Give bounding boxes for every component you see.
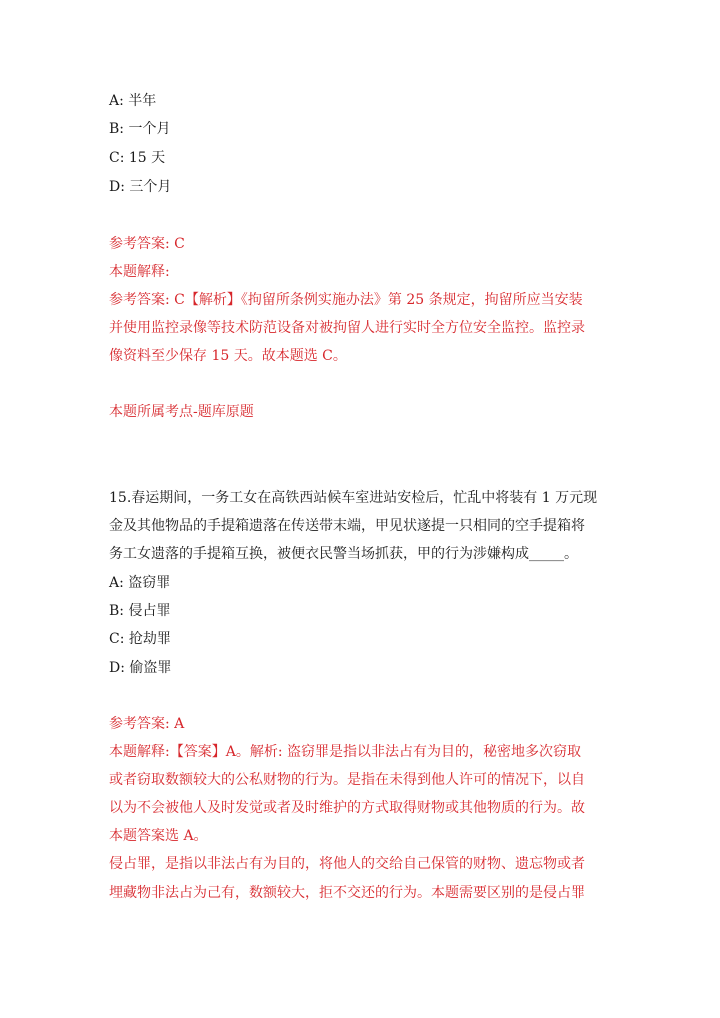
q15-stem-line: 金及其他物品的手提箱遗落在传送带末端，甲见状遂提一只相同的空手提箱将 [109, 518, 585, 534]
q15-option-a: A: 盗窃罪 [109, 575, 171, 591]
q15-answer: 参考答案: A [109, 716, 185, 732]
q15-stem-line: 15.春运期间，一务工女在高铁西站候车室进站安检后，忙乱中将装有 1 万元现 [109, 490, 598, 506]
q15-option-d: D: 偷盗罪 [109, 660, 172, 676]
q15-explanation-line: 本题答案选 A。 [109, 828, 208, 844]
q14-option-a: A: 半年 [109, 93, 157, 109]
q14-topic: 本题所属考点-题库原题 [109, 404, 254, 420]
q15-explanation-line: 本题解释:【答案】A。解析: 盗窃罪是指以非法占有为目的，秘密地多次窃取 [109, 744, 581, 760]
q15-explanation-line: 或者窃取数额较大的公私财物的行为。是指在未得到他人许可的情况下，以自 [109, 772, 585, 788]
q15-explanation-line: 以为不会被他人及时发觉或者及时维护的方式取得财物或其他物质的行为。故 [109, 800, 585, 816]
q15-stem-line: 务工女遗落的手提箱互换，被便衣民警当场抓获，甲的行为涉嫌构成_____。 [109, 546, 578, 562]
q15-explanation-line: 埋藏物非法占为己有，数额较大，拒不交还的行为。本题需要区别的是侵占罪 [109, 885, 585, 901]
q14-explanation-line: 并使用监控录像等技术防范设备对被拘留人进行实时全方位安全监控。监控录 [109, 320, 585, 336]
q15-explanation-line: 侵占罪，是指以非法占有为目的，将他人的交给自己保管的财物、遗忘物或者 [109, 856, 585, 872]
q14-option-b: B: 一个月 [109, 121, 171, 137]
q14-explanation-line: 参考答案: C【解析】《拘留所条例实施办法》第 25 条规定，拘留所应当安装 [109, 292, 583, 308]
q14-option-c: C: 15 天 [109, 150, 166, 166]
q15-option-b: B: 侵占罪 [109, 603, 171, 619]
q14-explain-label: 本题解释: [109, 264, 170, 280]
q14-option-d: D: 三个月 [109, 179, 172, 195]
q14-answer: 参考答案: C [109, 236, 185, 252]
q15-option-c: C: 抢劫罪 [109, 631, 171, 647]
q14-explanation-line: 像资料至少保存 15 天。故本题选 C。 [109, 348, 347, 364]
